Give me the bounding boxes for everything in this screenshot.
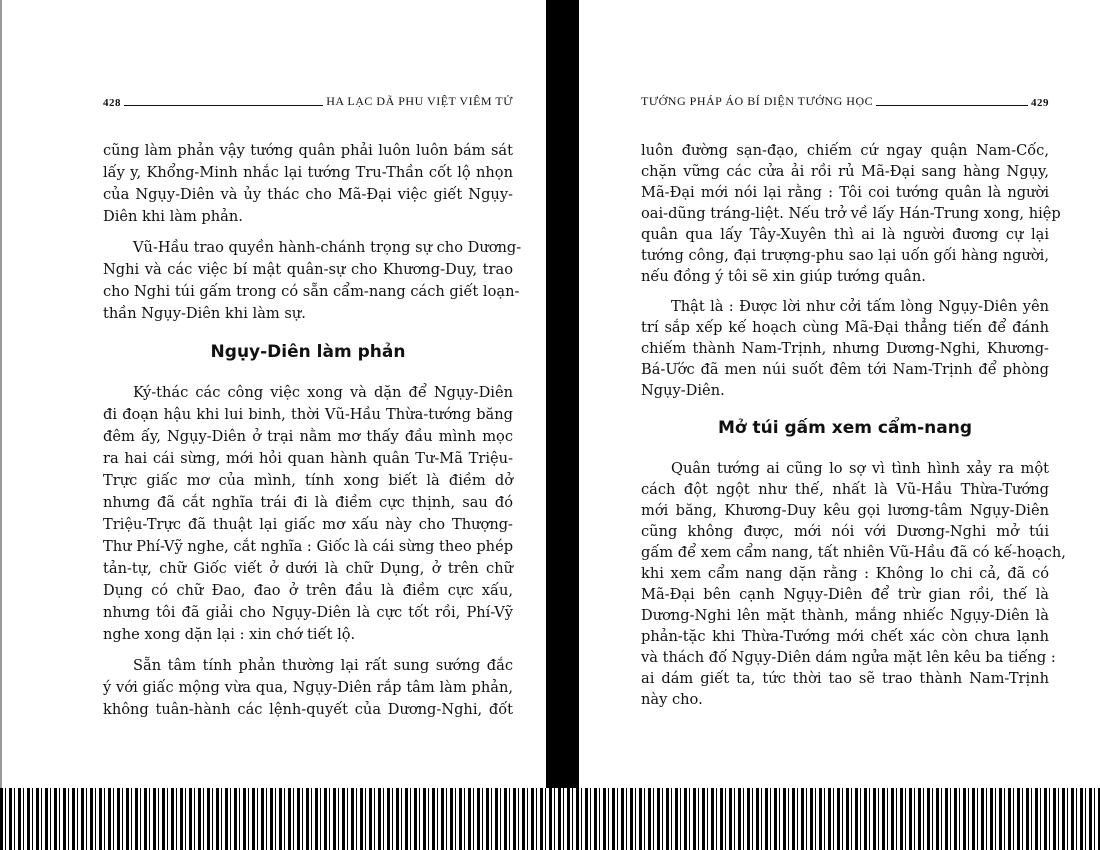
text-line: Sẵn tâm tính phản thường lại rất sung sướng đắc — [133, 657, 513, 674]
text-line: Vũ-Hầu trao quyền hành-chánh trọng sự cho Dương- — [133, 239, 522, 256]
text-line: gấm để xem cẩm nang, tất nhiên Vũ-Hầu đã có kế-hoạch, — [641, 544, 1066, 561]
text-line: tản-tự, chữ Giốc viết ở dưới là chữ Dụng, ở trên chữ — [103, 560, 513, 577]
text-line: nhưng đã cắt nghĩa trái đi là điềm cực thịnh, sau đó — [103, 494, 513, 511]
text-line: oai-dũng tráng-liệt. Nếu trở về lấy Hán-Trung xong, hiệp — [641, 205, 1061, 222]
left-page — [103, 0, 522, 788]
text-line: Thư Phí-Vỹ nghe, cắt nghĩa : Giốc là cái sừng theo phép — [103, 538, 514, 555]
text-line: này cho. — [641, 691, 703, 708]
text-line: nếu đồng ý tôi sẽ xin giúp tướng quân. — [641, 268, 926, 285]
text-line: thần Ngụy-Diên khi làm sự. — [103, 305, 306, 322]
text-line: cho Nghi túi gấm trong có sẵn cẩm-nang cách giết loạn- — [103, 283, 520, 300]
text-line: Quân tướng ai cũng lo sợ vì tình hình xảy ra một — [671, 460, 1049, 477]
text-line: trí sắp xếp kế hoạch cùng Mã-Đại thẳng tiến để đánh — [641, 319, 1049, 336]
text-line: nhưng tôi đã giải cho Ngụy-Diên là cực tốt rồi, Phí-Vỹ — [103, 604, 513, 621]
text-line: mới băng, Khương-Duy kêu gọi lương-tâm Ngụy-Diên — [641, 502, 1049, 519]
text-line: của Ngụy-Diên và ủy thác cho Mã-Đại việc giết Ngụy- — [103, 186, 513, 203]
header-rule — [876, 105, 1028, 106]
text-line: Mã-Đại mới nói lại rằng : Tôi coi tướng quân là người — [641, 184, 1049, 201]
running-title: HA LẠC DÃ PHU VIỆT VIÊM TỬ — [326, 94, 513, 108]
text-line: cũng không được, mới nói với Dương-Nghi mở túi — [641, 523, 1049, 540]
running-header-right — [641, 93, 1049, 109]
page-number: 429 — [1031, 97, 1049, 109]
text-line: Ký-thác các công việc xong và dặn để Ngụy-Diên — [133, 384, 513, 401]
section-heading: Mở túi gấm xem cẩm-nang — [717, 418, 973, 438]
text-line: đi đoạn hậu khi lui binh, thời Vũ-Hầu Thừa-tướng băng — [103, 406, 513, 423]
text-line: Nghi và các việc bí mật quân-sự cho Khương-Duy, trao — [103, 261, 513, 278]
text-line: Triệu-Trực đã thuật lại giấc mơ xấu này cho Thượng- — [103, 516, 513, 533]
text-line: Dương-Nghi lên mặt thành, mắng nhiếc Ngụy-Diên là — [641, 607, 1049, 624]
right-page — [641, 0, 1066, 788]
scan-artifact-stripes — [0, 788, 1100, 850]
text-line: ra hai cái sừng, mới hỏi quan hành quân Tư-Mã Triệu- — [103, 450, 513, 467]
text-line: Diên khi làm phản. — [103, 208, 243, 225]
text-line: không tuân-hành các lệnh-quyết của Dương-Nghi, đốt — [103, 701, 513, 718]
text-line: Thật là : Được lời như cởi tấm lòng Ngụy-Diên yên — [671, 298, 1049, 315]
header-rule — [124, 105, 323, 106]
text-line: phản-tặc khi Thừa-Tướng mới chết xác còn chưa lạnh — [641, 628, 1049, 645]
text-line: đêm ấy, Ngụy-Diên ở trại nằm mơ thấy đầu mình mọc — [103, 428, 513, 445]
text-line: ai dám giết ta, tức thời tao sẽ trao thành Nam-Trịnh — [641, 670, 1049, 687]
section-heading: Ngụy-Diên làm phản — [210, 342, 406, 362]
text-line: nghe xong dặn lại : xin chớ tiết lộ. — [103, 626, 356, 643]
text-line: và thách đố Ngụy-Diên dám ngửa mặt lên kêu ba tiếng : — [641, 649, 1056, 666]
text-line: chiếm thành Nam-Trịnh, nhưng Dương-Nghi, Khương- — [641, 340, 1049, 357]
page-number: 428 — [103, 97, 121, 109]
text-line: Dụng có chữ Đao, đao ở trên đầu là điềm cực xấu, — [103, 582, 513, 599]
text-line: quân qua lấy Tây-Xuyên thì ai là người đương cự lại — [641, 226, 1049, 243]
text-line: chặn vững các cửa ải rồi rủ Mã-Đại sang hàng Ngụy, — [641, 163, 1049, 180]
text-line: khi xem cẩm nang dặn rằng : Không lo chi cả, đã có — [641, 565, 1049, 582]
text-line: cách đột ngột như thế, nhất là Vũ-Hầu Thừa-Tướng — [641, 481, 1049, 498]
text-line: Ngụy-Diên. — [641, 382, 725, 399]
running-title: TƯỚNG PHÁP ÁO BÍ DIỆN TƯỚNG HỌC — [641, 94, 874, 108]
text-line: tướng công, đại trượng-phu sao lại uốn gối hàng người, — [641, 247, 1049, 264]
text-line: luôn đường sạn-đạo, chiếm cứ ngay quận Nam-Cốc, — [641, 142, 1049, 159]
running-header-left — [103, 93, 513, 109]
text-line: cũng làm phản vậy tướng quân phải luôn luôn bám sát — [103, 142, 513, 159]
text-line: Bá-Ước đã men núi suốt đêm tới Nam-Trịnh để phòng — [641, 361, 1049, 378]
book-gutter — [546, 0, 579, 850]
text-line: ý với giấc mộng vừa qua, Ngụy-Diên rắp tâm làm phản, — [103, 679, 513, 696]
text-line: lấy y, Khổng-Minh nhắc lại tướng Tru-Thần cốt lộ nhọn — [103, 164, 513, 181]
scan-left-edge — [0, 0, 2, 790]
text-line: Trực giấc mơ của mình, tính xong biết là điềm dở — [103, 472, 513, 489]
text-line: Mã-Đại bên cạnh Ngụy-Diên để trừ gian rồi, thế là — [641, 586, 1049, 603]
